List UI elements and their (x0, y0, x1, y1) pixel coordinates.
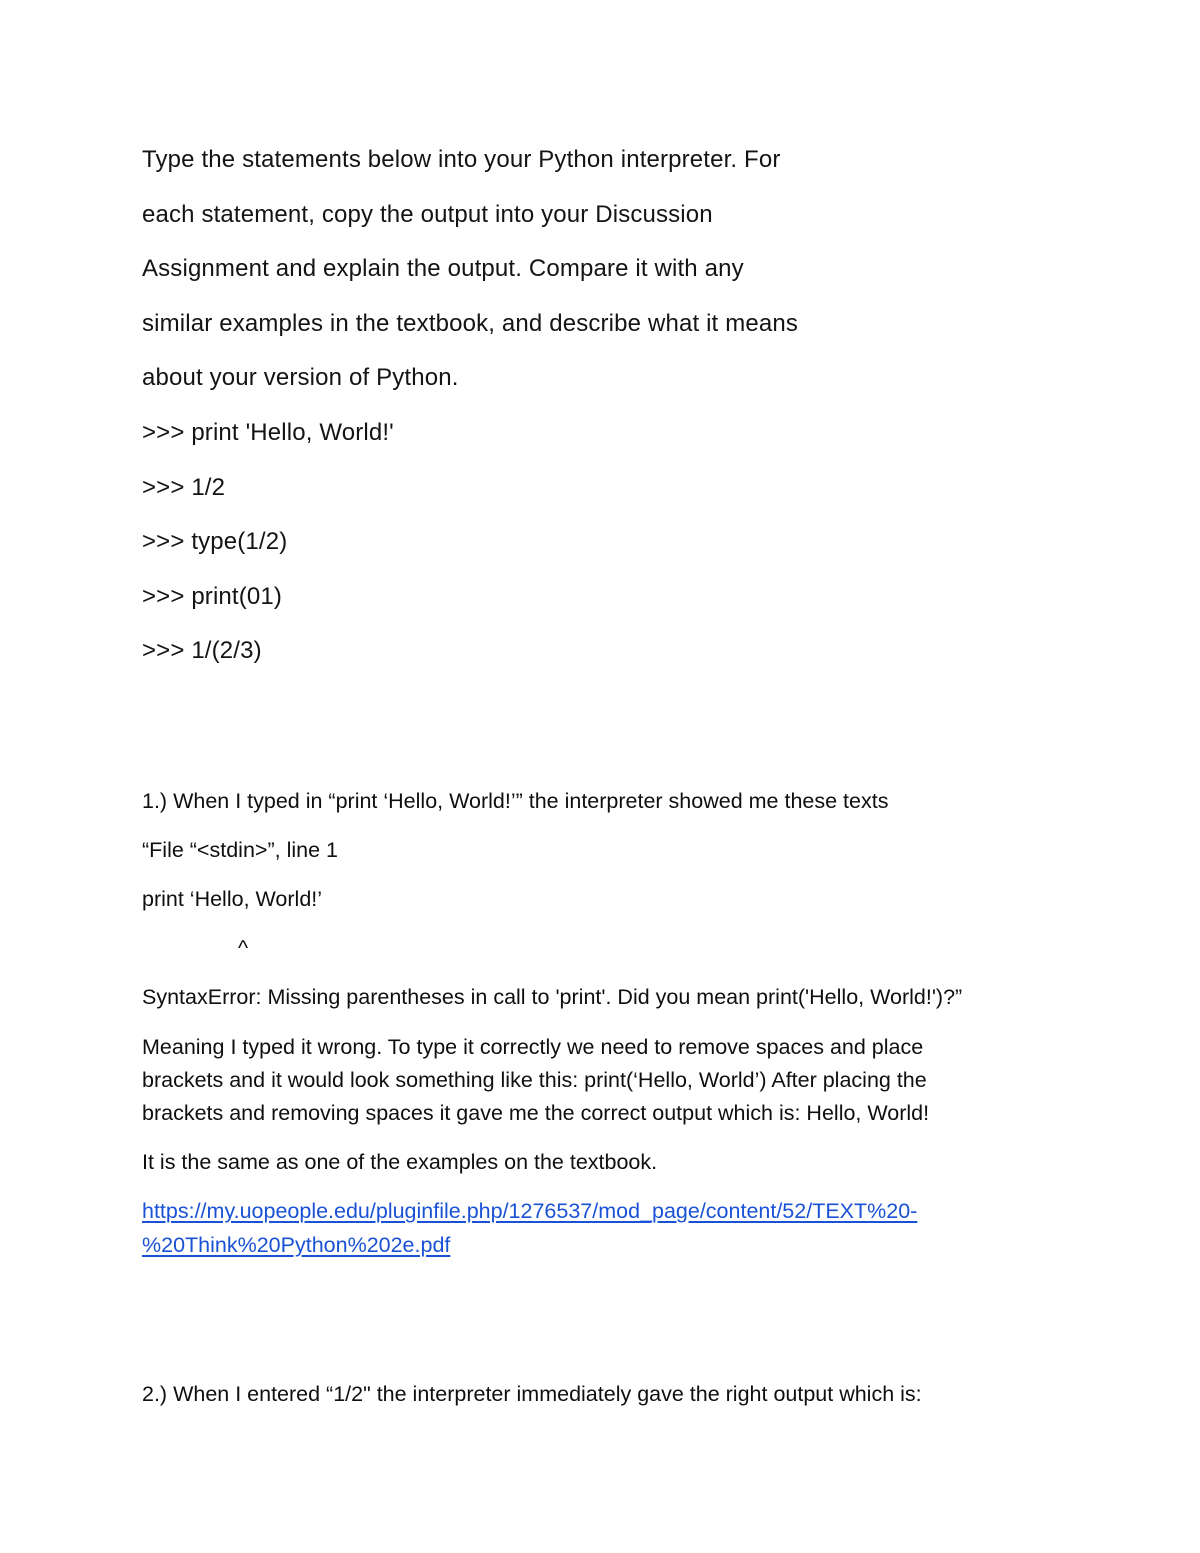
intro-line-5: about your version of Python. (142, 364, 459, 391)
textbook-link-line-2[interactable] (142, 1233, 450, 1258)
statement-one-over-two-thirds: >>> 1/(2/3) (142, 637, 262, 664)
answer1-output-syntax-error: SyntaxError: Missing parentheses in call to 'print'. Did you mean print('Hello, World!')?” (142, 985, 963, 1009)
answer1-explanation-line-3: brackets and removing spaces it gave me the correct output which is: Hello, World! (142, 1101, 930, 1125)
answer1-output-caret: ^ (238, 936, 249, 960)
answer1-output-code-line: print ‘Hello, World!’ (142, 887, 323, 911)
intro-line-2: each statement, copy the output into your Discussion (142, 201, 713, 228)
intro-line-1: Type the statements below into your Python interpreter. For (142, 146, 781, 173)
answer1-explanation-line-2: brackets and it would look something like this: print(‘Hello, World’) After placing the (142, 1068, 927, 1092)
textbook-link[interactable]: https://my.uopeople.edu/pluginfile.php/1276537/mod_page/content/52/TEXT%20- (142, 1199, 918, 1223)
answer2-heading: 2.) When I entered “1/2" the interpreter immediately gave the right output which is: (142, 1382, 922, 1406)
answer1-textbook-note: It is the same as one of the examples on the textbook. (142, 1150, 658, 1174)
statement-one-half: >>> 1/2 (142, 474, 226, 501)
textbook-link-continued[interactable]: %20Think%20Python%202e.pdf (142, 1233, 451, 1257)
answer1-explanation-line-1: Meaning I typed it wrong. To type it correctly we need to remove spaces and place (142, 1035, 924, 1059)
answer1-output-file-line: “File “<stdin>”, line 1 (142, 838, 338, 862)
answer1-heading: 1.) When I typed in “print ‘Hello, World!’” the interpreter showed me these texts (142, 789, 889, 813)
statement-type-one-half: >>> type(1/2) (142, 528, 288, 555)
intro-line-4: similar examples in the textbook, and describe what it means (142, 310, 798, 337)
statement-print-hello: >>> print 'Hello, World!' (142, 419, 394, 446)
textbook-link-line-1[interactable] (142, 1199, 917, 1224)
statement-print-01: >>> print(01) (142, 583, 283, 610)
intro-line-3: Assignment and explain the output. Compare it with any (142, 255, 744, 282)
